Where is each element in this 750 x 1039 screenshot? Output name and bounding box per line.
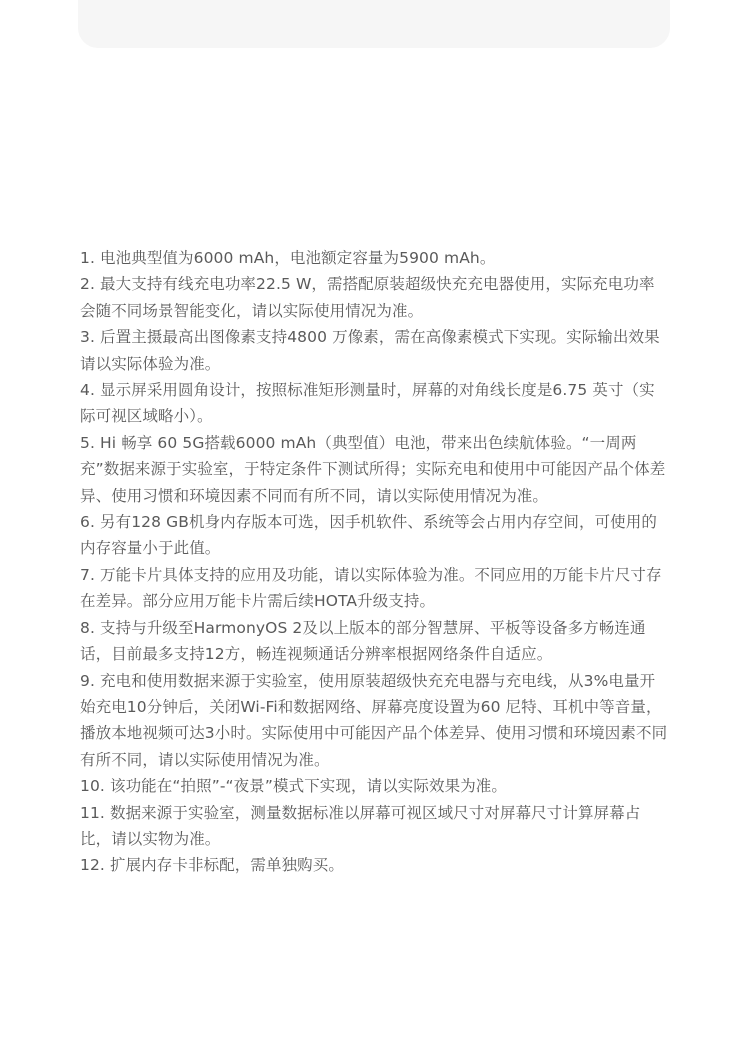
footnote-2: 2. 最大支持有线充电功率22.5 W，需搭配原装超级快充充电器使用，实际充电功率会随不同场景智能变化，请以实际使用情况为准。 xyxy=(80,275,655,320)
footnote-4: 4. 显示屏采用圆角设计，按照标准矩形测量时，屏幕的对角线长度是6.75 英寸（实际可视区域略小）。 xyxy=(80,381,655,426)
footnote-12: 12. 扩展内存卡非标配，需单独购买。 xyxy=(80,856,344,875)
footnote-8: 8. 支持与升级至HarmonyOS 2及以上版本的部分智慧屏、平板等设备多方畅连通话，目前最多支持12方，畅连视频通话分辨率根据网络条件自适应。 xyxy=(80,618,646,664)
footnote-9: 9. 充电和使用数据来源于实验室，使用原装超级快充充电器与充电线，从3%电量开始充电10分钟后，关闭Wi-Fi和数据网络、屏幕亮度设置为60 尼特、耳机中等音量，播放本地视频可达3小时。实际使用中可能因产品个体差异、使用习惯和环境因素不同有所不同，请以实际使用情况为准。 xyxy=(80,671,668,769)
footnote-3: 3. 后置主摄最高出图像素支持4800 万像素，需在高像素模式下实现。实际输出效果请以实际体验为准。 xyxy=(80,328,660,373)
footnote-5: 5. Hi 畅享 60 5G搭载6000 mAh（典型值）电池，带来出色续航体验。“一周两充”数据来源于实验室，于特定条件下测试所得；实际充电和使用中可能因产品个体差异、使用习惯和环境因素不同而有所不同，请以实际使用情况为准。 xyxy=(80,433,666,505)
footnote-1: 1. 电池典型值为6000 mAh，电池额定容量为5900 mAh。 xyxy=(80,249,496,267)
footnote-7: 7. 万能卡片具体支持的应用及功能，请以实际体验为准。不同应用的万能卡片尺寸存在差异。部分应用万能卡片需后续HOTA升级支持。 xyxy=(80,565,662,611)
top-card xyxy=(78,0,670,48)
footnotes-list xyxy=(80,245,670,879)
footnote-10: 10. 该功能在“拍照”-“夜景”模式下实现，请以实际效果为准。 xyxy=(80,777,507,796)
footnote-6: 6. 另有128 GB机身内存版本可选，因手机软件、系统等会占用内存空间，可使用的内存容量小于此值。 xyxy=(80,513,657,558)
footnote-11: 11. 数据来源于实验室，测量数据标准以屏幕可视区域尺寸对屏幕尺寸计算屏幕占比，请以实物为准。 xyxy=(80,803,641,848)
